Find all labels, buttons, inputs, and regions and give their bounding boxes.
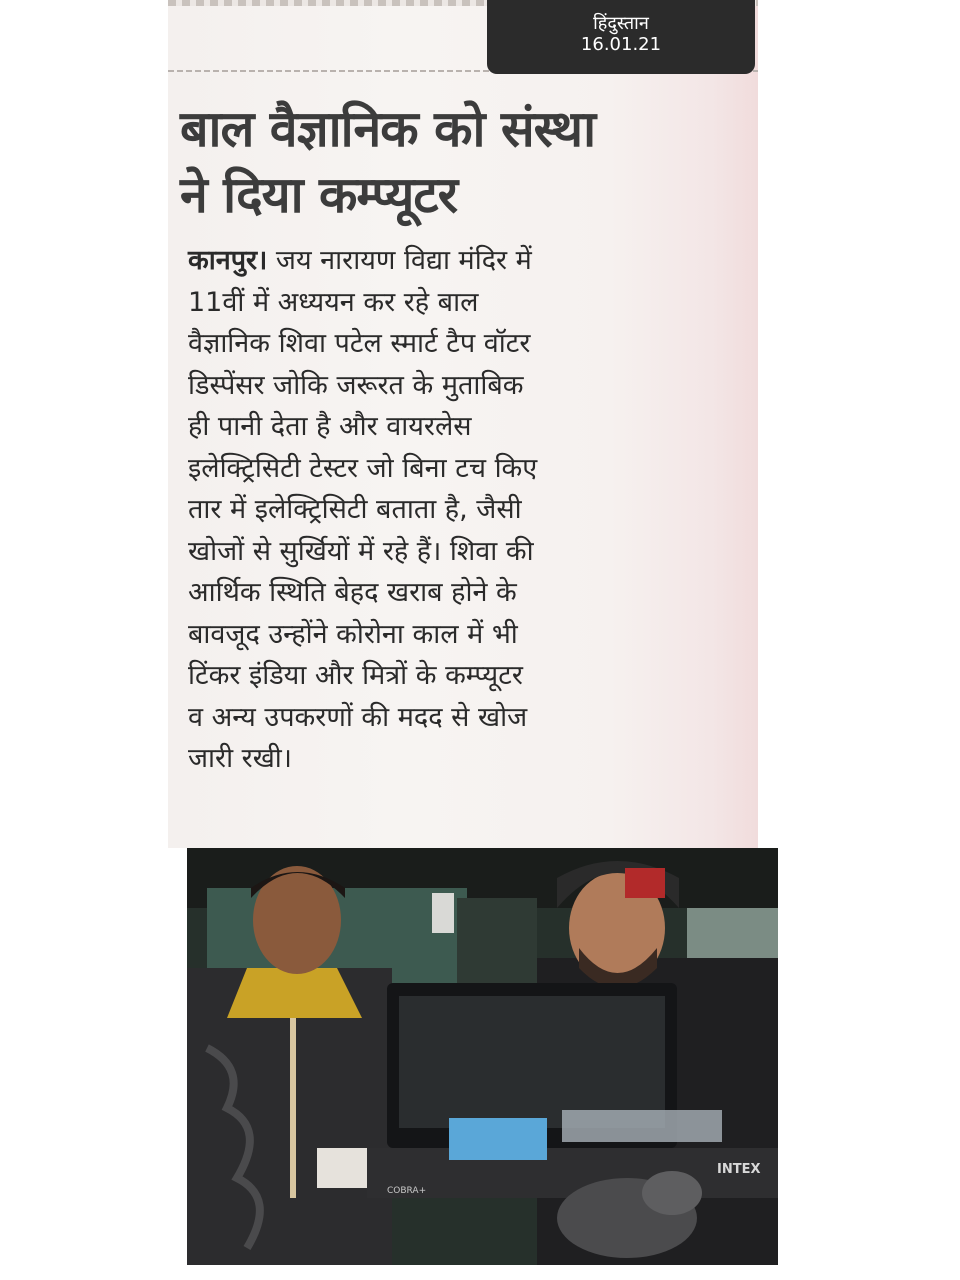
publication-date: 16.01.21	[580, 34, 662, 55]
article-line: तार में इलेक्ट्रिसिटी बताता है, जैसी	[188, 494, 522, 525]
hanging-cloth	[432, 893, 454, 933]
news-photo	[187, 848, 778, 1265]
dateline: कानपुर।	[188, 245, 268, 276]
article-line: टिंकर इंडिया और मित्रों के कम्प्यूटर	[188, 660, 523, 691]
glove-hand	[642, 1171, 702, 1215]
article-line: वैज्ञानिक शिवा पटेल स्मार्ट टैप वॉटर	[188, 328, 531, 359]
article-line: ही पानी देता है और वायरलेस	[188, 411, 472, 442]
article-line: डिस्पेंसर जोकि जरूरत के मुताबिक	[188, 369, 524, 401]
article-line: खोजों से सुर्खियों में रहे हैं। शिवा की	[188, 535, 534, 567]
article-line	[188, 240, 728, 282]
keyboard-label: COBRA+	[387, 1186, 427, 1196]
article-line: व अन्य उपकरणों की मदद से खोज	[188, 701, 528, 733]
zipper	[290, 1018, 296, 1198]
article-line: जारी रखी।	[188, 743, 293, 774]
article-body	[188, 240, 728, 780]
accessory-box	[449, 1118, 547, 1160]
headline-line-2: ने दिया कम्प्यूटर	[180, 166, 458, 224]
monitor-screen	[399, 996, 665, 1128]
article-line: 11वीं में अध्ययन कर रहे बाल	[188, 286, 479, 318]
newspaper-name: हिंदुस्तान	[593, 13, 649, 34]
source-badge	[487, 0, 755, 74]
article-line: इलेक्ट्रिसिटी टेस्टर जो बिना टच किए	[188, 452, 538, 484]
headline-line-1: बाल वैज्ञानिक को संस्था	[180, 100, 596, 158]
article-line: बावजूद उन्होंने कोरोना काल में भी	[188, 618, 518, 650]
photo-illustration	[187, 848, 778, 1265]
article-line: आर्थिक स्थिति बेहद खराब होने के	[188, 577, 517, 608]
cap-pattern	[625, 868, 665, 898]
brand-label: INTEX	[717, 1162, 761, 1177]
article-line-text: जय नारायण विद्या मंदिर में	[267, 245, 532, 276]
headline	[180, 96, 700, 228]
cables-pack	[562, 1110, 722, 1142]
